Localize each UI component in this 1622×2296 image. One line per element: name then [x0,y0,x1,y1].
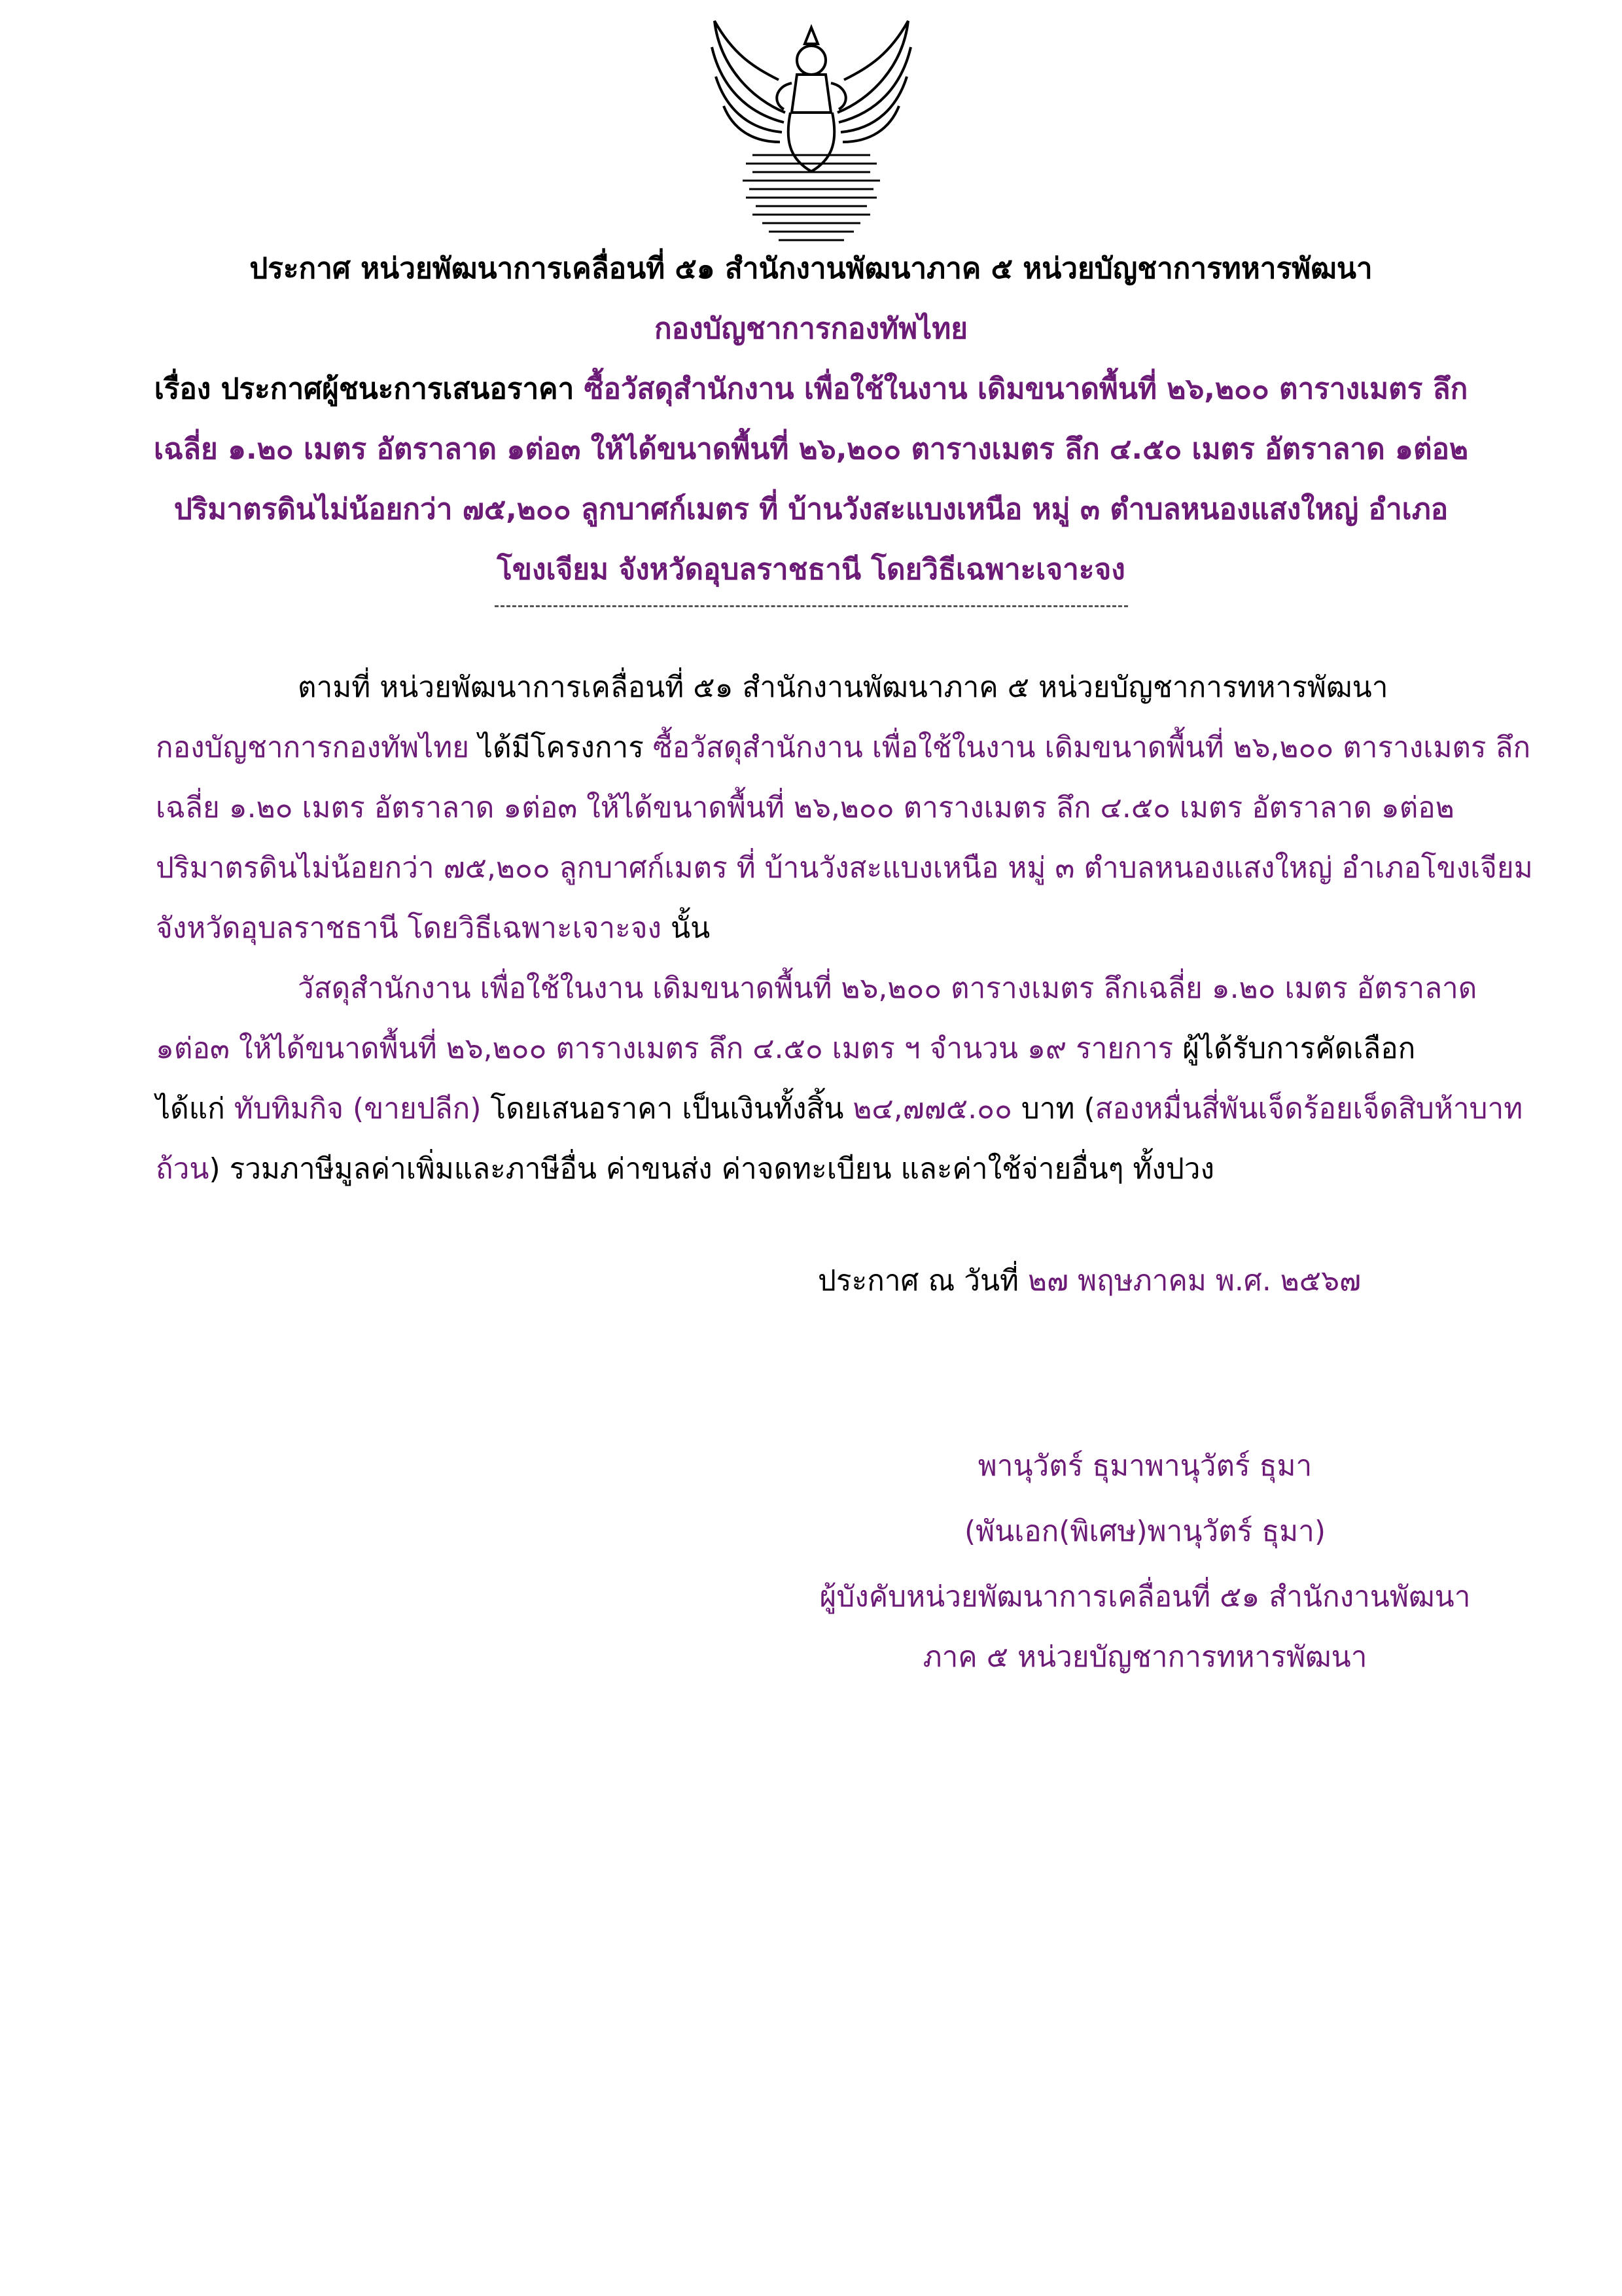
heading-line-2: กองบัญชาการกองทัพไทย [654,312,968,345]
paragraph-1-line-4 [156,838,1533,898]
garuda-emblem-icon [707,14,916,247]
p2-selected-label: ผู้ได้รับการคัดเลือก [1173,1032,1416,1065]
p2-price-value: ๒๔,๗๗๕.๐๐ [853,1092,1012,1125]
p1-ending: นั้น [661,911,711,945]
p2-terms: ) รวมภาษีมูลค่าเพิ่มและภาษีอื่น ค่าขนส่ง ค่าจดทะเบียน และค่าใช้จ่ายอื่นๆ ทั้งปวง [209,1152,1214,1186]
subject-part-4: โขงเจียม จังหวัดอุบลราชธานี โดยวิธีเฉพาะเจาะจง [497,553,1125,586]
paragraph-2-line-4 [156,1139,1490,1199]
paragraph-2-line-2 [156,1019,1490,1079]
p2-winner-label: ได้แก่ [156,1092,234,1125]
p1-text-1: ตามที่ หน่วยพัฒนาการเคลื่อนที่ ๕๑ สำนักงานพัฒนาภาค ๕ หน่วยบัญชาการทหารพัฒนา [298,671,1388,704]
p2-price-words-1: สองหมื่นสี่พันเจ็ดร้อยเจ็ดสิบห้าบาท [1095,1092,1523,1125]
paragraph-1-line-3 [156,778,1490,838]
paragraph-2-line-1 [298,959,1622,1019]
p1-project-1: ซื้อวัสดุสำนักงาน เพื่อใช้ในงาน เดิมขนาดพื้นที่ ๒๖,๒๐๐ ตารางเมตร ลึก [652,731,1531,764]
heading-line-1: ประกาศ หน่วยพัฒนาการเคลื่อนที่ ๕๑ สำนักงานพัฒนาภาค ๕ หน่วยบัญชาการทหารพัฒนา [249,252,1373,285]
p1-project-3: ปริมาตรดินไม่น้อยกว่า ๗๕,๒๐๐ ลูกบาศก์เมตร ที่ บ้านวังสะแบงเหนือ หมู่ ๓ ตำบลหนองแสงใหญ่ อำเภอโขงเจียม [156,851,1533,885]
date-prefix: ประกาศ ณ วันที่ [818,1264,1029,1298]
paragraph-2-line-3 [156,1079,1523,1139]
announcement-date [818,1251,1361,1311]
signatory-title-1: ผู้บังคับหน่วยพัฒนาการเคลื่อนที่ ๕๑ สำนักงานพัฒนา [819,1580,1471,1614]
announcement-heading [118,239,1504,600]
subject-part-3: ปริมาตรดินไม่น้อยกว่า ๗๕,๒๐๐ ลูกบาศก์เมตร ที่ บ้านวังสะแบงเหนือ หมู่ ๓ ตำบลหนองแสงใหญ่ อำเภอ [173,493,1449,526]
subject-part-2: เฉลี่ย ๑.๒๐ เมตร อัตราลาด ๑ต่อ๓ ให้ได้ขนาดพื้นที่ ๒๖,๒๐๐ ตารางเมตร ลึก ๔.๕๐ เมตร อัตราลาด ๑ต่อ๒ [154,433,1468,466]
p2-currency: บาท ( [1012,1092,1095,1125]
signatory-title-2: ภาค ๕ หน่วยบัญชาการทหารพัฒนา [923,1640,1367,1674]
p1-agency: กองบัญชาการกองทัพไทย [156,731,469,764]
p1-project-label: ได้มีโครงการ [469,731,653,764]
p2-price-words-2: ถ้วน [156,1152,209,1186]
section-divider [495,605,1128,616]
p1-project-4: จังหวัดอุบลราชธานี โดยวิธีเฉพาะเจาะจง [156,911,662,945]
date-value: ๒๗ พฤษภาคม พ.ศ. ๒๕๖๗ [1028,1264,1362,1298]
paragraph-1-line-2 [156,718,1531,778]
subject-part-1: ซื้อวัสดุสำนักงาน เพื่อใช้ในงาน เดิมขนาดพื้นที่ ๒๖,๒๐๐ ตารางเมตร ลึก [584,372,1468,406]
paragraph-1-line-5 [156,898,1490,959]
p2-item-2: ๑ต่อ๓ ให้ได้ขนาดพื้นที่ ๒๖,๒๐๐ ตารางเมตร ลึก ๔.๕๐ เมตร ฯ จำนวน ๑๙ รายการ [156,1032,1174,1065]
p2-price-label: โดยเสนอราคา เป็นเงินทั้งสิ้น [481,1092,853,1125]
signature-signed: พานุวัตร์ ธุมาพานุวัตร์ ธุมา [978,1449,1313,1483]
paragraph-1-line-1 [298,658,1622,718]
signatory-name: (พันเอก(พิเศษ)พานุวัตร์ ธุมา) [964,1515,1326,1548]
subject-prefix: เรื่อง ประกาศผู้ชนะการเสนอราคา [154,372,584,406]
p2-item-1: วัสดุสำนักงาน เพื่อใช้ในงาน เดิมขนาดพื้นที่ ๒๖,๒๐๐ ตารางเมตร ลึกเฉลี่ย ๑.๒๐ เมตร อัตราลาด [298,972,1477,1005]
p2-winner-name: ทับทิมกิจ (ขายปลีก) [234,1092,482,1125]
p1-project-2: เฉลี่ย ๑.๒๐ เมตร อัตราลาด ๑ต่อ๓ ให้ได้ขนาดพื้นที่ ๒๖,๒๐๐ ตารางเมตร ลึก ๔.๕๐ เมตร อัตราลาด ๑ต่อ๒ [156,791,1455,824]
